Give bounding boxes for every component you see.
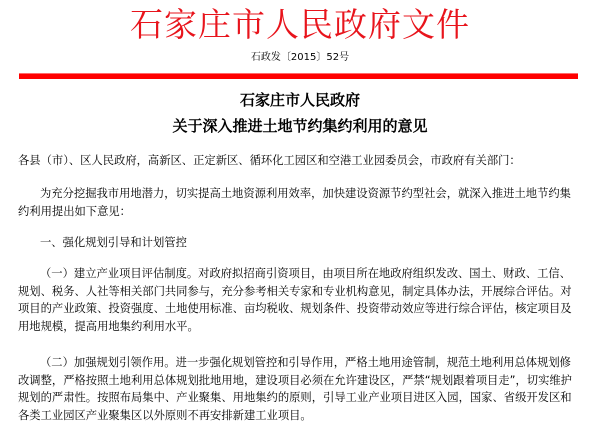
intro-paragraph: 为充分挖掘我市用地潜力，切实提高土地资源利用效率，加快建设资源节约型社会，就深入推进土地节约集约利用提出如下意见： (18, 187, 571, 218)
item-paragraph-1: （一）建立产业项目评估制度。对政府拟招商引资项目，由项目所在地政府组织发改、国土、财政、工信、规划、税务、人社等相关部门共同参与，充分参考相关专家和专业机构意见，制定具体办法，开展综合评估。对项目的产业政策、投资强度、土地使用标准、亩均税收、规划条件、投资带动效应等进行综合评估，核定项目及用地规模，提高用地集约利用水平。 (18, 267, 572, 333)
document-number: 石政发〔2015〕52号 (250, 52, 350, 63)
issuer-heading: 石家庄市人民政府 (239, 91, 360, 109)
addressee-line: 各县（市）、区人民政府，高新区、正定新区、循环化工园区和空港工业园委员会，市政府有关部门： (18, 154, 521, 167)
section-heading-1: 一、强化规划引导和计划管控 (40, 236, 187, 249)
document-title: 石家庄市人民政府文件 (130, 5, 470, 44)
subject-heading: 关于深入推进土地节约集约利用的意见 (172, 117, 428, 135)
red-header-divider (19, 73, 578, 79)
item-paragraph-2: （二）加强规划引领作用。进一步强化规划管控和引导作用，严格土地用途管制，规范土地利用总体规划修改调整，严格按照土地利用总体规划批地用地，建设项目必须在允许建设区，严禁“规划跟着项目走”，切实维护规划的严肃性。按照布局集中、产业聚集、用地集约的原则，引导工业产业项目进区入园，国家、省级开发区和各类工业园区产业聚集区以外原则不再安排新建工业项目。 (18, 356, 572, 422)
